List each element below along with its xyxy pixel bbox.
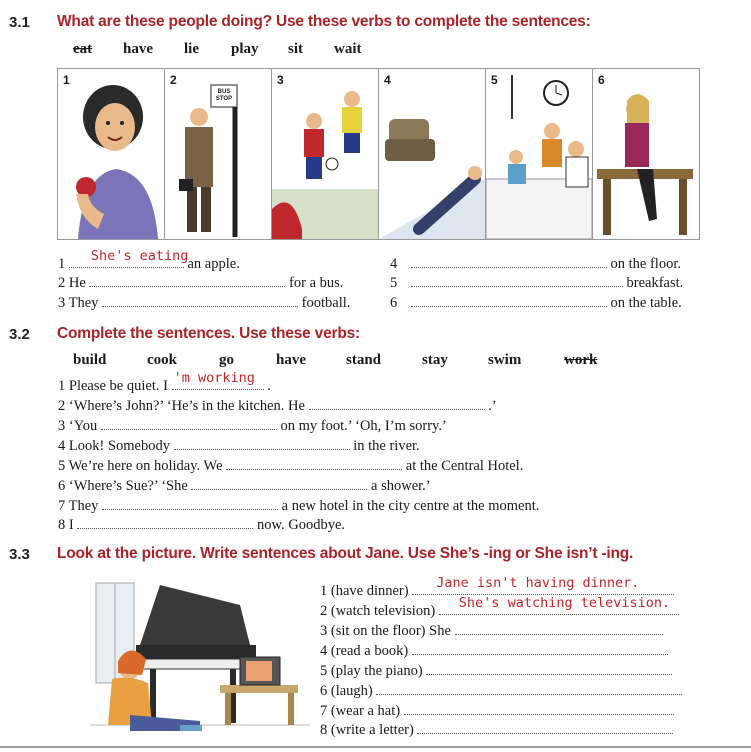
answer-blank[interactable] [89, 274, 285, 287]
answer-blank[interactable] [309, 397, 485, 410]
verb-list-3-2 [73, 351, 614, 369]
sentence-3-1-4 [390, 255, 681, 273]
answer-blank[interactable] [69, 248, 189, 268]
sentence-number: 7 [58, 498, 66, 514]
answer-blank[interactable] [226, 457, 402, 470]
answer-blank[interactable] [101, 417, 277, 430]
item-3-3-4 [320, 642, 668, 660]
sentence-3-2-8 [58, 516, 345, 534]
panel-number-1: 1 [63, 73, 70, 87]
sentence-end: football. [301, 295, 351, 311]
sentence-number: 4 [390, 256, 398, 272]
verb-lie: lie [184, 41, 199, 57]
sentence-start: Look! Somebody [68, 438, 170, 454]
sentence-start: I [68, 517, 74, 533]
sentence-end: .’ [488, 398, 497, 414]
item-3-3-2 [320, 595, 679, 620]
item-number: 7 [320, 703, 328, 719]
verb-work: work [564, 352, 598, 368]
sentence-end: at the Central Hotel. [405, 458, 524, 474]
exercise-number-3-2: 3.2 [9, 326, 30, 343]
answer-blank[interactable] [102, 497, 278, 510]
answer-blank[interactable] [404, 702, 674, 715]
verb-swim: swim [488, 352, 522, 368]
sentence-end: on the floor. [610, 256, 681, 272]
verb-build: build [73, 352, 107, 368]
verb-sit: sit [288, 41, 303, 57]
item-prompt: (sit on the floor) [330, 623, 426, 639]
item-prompt: (play the piano) [330, 663, 423, 679]
jane-room-scene [90, 575, 310, 743]
family-having-breakfast-illustration [486, 69, 592, 239]
sentence-number: 3 [58, 418, 66, 434]
sentence-number: 6 [58, 478, 66, 494]
sentence-3-2-4 [58, 437, 420, 455]
answer-blank[interactable] [412, 642, 668, 655]
sentence-3-2-3 [58, 417, 447, 435]
sentence-number: 8 [58, 517, 66, 533]
sentence-subject: They [68, 295, 99, 311]
verb-wait: wait [334, 41, 362, 57]
answer-blank[interactable] [191, 477, 367, 490]
sentence-3-2-6 [58, 477, 431, 495]
sentence-3-2-2 [58, 397, 497, 415]
sentence-end: an apple. [187, 256, 240, 272]
item-prompt: (watch television) [330, 603, 436, 619]
sentence-end: a shower.’ [371, 478, 431, 494]
sentence-start: We’re here on holiday. We [68, 458, 223, 474]
sentence-end: on my foot.’ ‘Oh, I’m sorry.’ [280, 418, 447, 434]
sentence-3-1-1 [58, 248, 240, 273]
verb-cook: cook [147, 352, 177, 368]
exercise-number-3-1: 3.1 [9, 14, 30, 31]
sentence-end: now. Goodbye. [256, 517, 346, 533]
item-prompt: (wear a hat) [330, 703, 401, 719]
sentence-3-2-7 [58, 497, 539, 515]
item-prompt: (laugh) [330, 683, 373, 699]
panel-number-6: 6 [598, 73, 605, 87]
verb-list-3-1 [73, 40, 384, 58]
page-bottom-rule [0, 746, 751, 748]
verb-eat: eat [73, 41, 93, 57]
answer-text: 'm working [173, 370, 255, 386]
answer-text: She's watching television. [458, 595, 671, 611]
sentence-start: ‘Where’s John?’ ‘He’s in the kitchen. He [68, 398, 305, 414]
sentence-subject: He [68, 275, 86, 291]
sentence-start: Please be quiet. I [68, 378, 168, 394]
item-number: 6 [320, 683, 328, 699]
sentence-number: 1 [58, 256, 66, 272]
picture-panel-3 [271, 68, 379, 240]
answer-blank[interactable] [411, 294, 607, 307]
answer-blank[interactable] [411, 255, 607, 268]
sentence-number: 1 [58, 378, 66, 394]
panel-number-4: 4 [384, 73, 391, 87]
verb-go: go [219, 352, 234, 368]
answer-blank[interactable] [412, 575, 674, 595]
answer-blank[interactable] [426, 662, 672, 675]
verb-stand: stand [346, 352, 382, 368]
item-prompt: (read a book) [330, 643, 409, 659]
panel-number-2: 2 [170, 73, 177, 87]
sentence-number: 5 [58, 458, 66, 474]
panel-number-5: 5 [491, 73, 498, 87]
sentence-number: 6 [390, 295, 398, 311]
sentence-end: in the river. [353, 438, 420, 454]
item-3-3-5 [320, 662, 672, 680]
item-3-3-6 [320, 682, 682, 700]
verb-play: play [231, 41, 259, 57]
answer-blank[interactable] [439, 595, 679, 615]
item-3-3-8 [320, 721, 673, 739]
sentence-end: . [267, 378, 271, 394]
picture-panel-4 [378, 68, 486, 240]
bus-stop-sign: BUS STOP [215, 89, 233, 102]
item-lead: She [429, 623, 451, 639]
sentence-start: They [68, 498, 99, 514]
sentence-number: 5 [390, 275, 398, 291]
sentence-number: 2 [58, 398, 66, 414]
exercise-instruction-3-2: Complete the sentences. Use these verbs: [57, 325, 360, 342]
woman-sitting-table-illustration [593, 69, 699, 239]
answer-blank[interactable] [417, 721, 673, 734]
answer-blank[interactable] [455, 622, 663, 635]
sentence-number: 2 [58, 275, 66, 291]
picture-panel-1 [57, 68, 165, 240]
panel-number-3: 3 [277, 73, 284, 87]
item-number: 2 [320, 603, 328, 619]
sentence-start: ‘You [68, 418, 98, 434]
item-number: 3 [320, 623, 328, 639]
item-number: 1 [320, 583, 328, 599]
answer-blank[interactable] [102, 294, 298, 307]
sentence-end: a new hotel in the city centre at the moment. [281, 498, 540, 514]
sentence-3-1-5 [390, 274, 683, 292]
answer-text: Jane isn't having dinner. [436, 575, 640, 591]
exercise-instruction-3-1: What are these people doing? Use these verbs to complete the sentences: [57, 13, 591, 30]
answer-blank[interactable] [172, 370, 264, 390]
answer-text: She's eating [90, 248, 189, 264]
verb-stay: stay [422, 352, 448, 368]
item-prompt: (have dinner) [330, 583, 409, 599]
jane-room-illustration [90, 575, 310, 743]
answer-blank[interactable] [376, 682, 682, 695]
picture-panel-2 [164, 68, 272, 240]
exercise-instruction-3-3: Look at the picture. Write sentences about Jane. Use She’s -ing or She isn’t -ing. [57, 545, 634, 562]
answer-blank[interactable] [411, 274, 623, 287]
item-prompt: (write a letter) [330, 722, 414, 738]
sentence-3-1-3 [58, 294, 350, 312]
sentence-end: on the table. [610, 295, 682, 311]
sentence-end: for a bus. [289, 275, 344, 291]
exercise-number-3-3: 3.3 [9, 546, 30, 563]
sentence-start: ‘Where’s Sue?’ ‘She [68, 478, 188, 494]
verb-have: have [276, 352, 306, 368]
sentence-3-2-5 [58, 457, 523, 475]
item-3-3-3 [320, 622, 663, 640]
item-number: 8 [320, 722, 328, 738]
sentence-3-1-2 [58, 274, 343, 292]
verb-have: have [123, 41, 153, 57]
answer-blank[interactable] [174, 437, 350, 450]
item-number: 5 [320, 663, 328, 679]
sentence-3-1-6 [390, 294, 682, 312]
picture-panel-6 [592, 68, 700, 240]
item-number: 4 [320, 643, 328, 659]
sentence-number: 4 [58, 438, 66, 454]
woman-eating-apple-illustration [58, 69, 164, 239]
answer-blank[interactable] [77, 516, 253, 529]
boys-playing-football-illustration [272, 69, 378, 239]
sentence-number: 3 [58, 295, 66, 311]
item-3-3-7 [320, 702, 674, 720]
sentence-3-2-1 [58, 370, 271, 395]
man-lying-floor-illustration [379, 69, 485, 239]
sentence-end: breakfast. [626, 275, 684, 291]
picture-panel-5 [485, 68, 593, 240]
